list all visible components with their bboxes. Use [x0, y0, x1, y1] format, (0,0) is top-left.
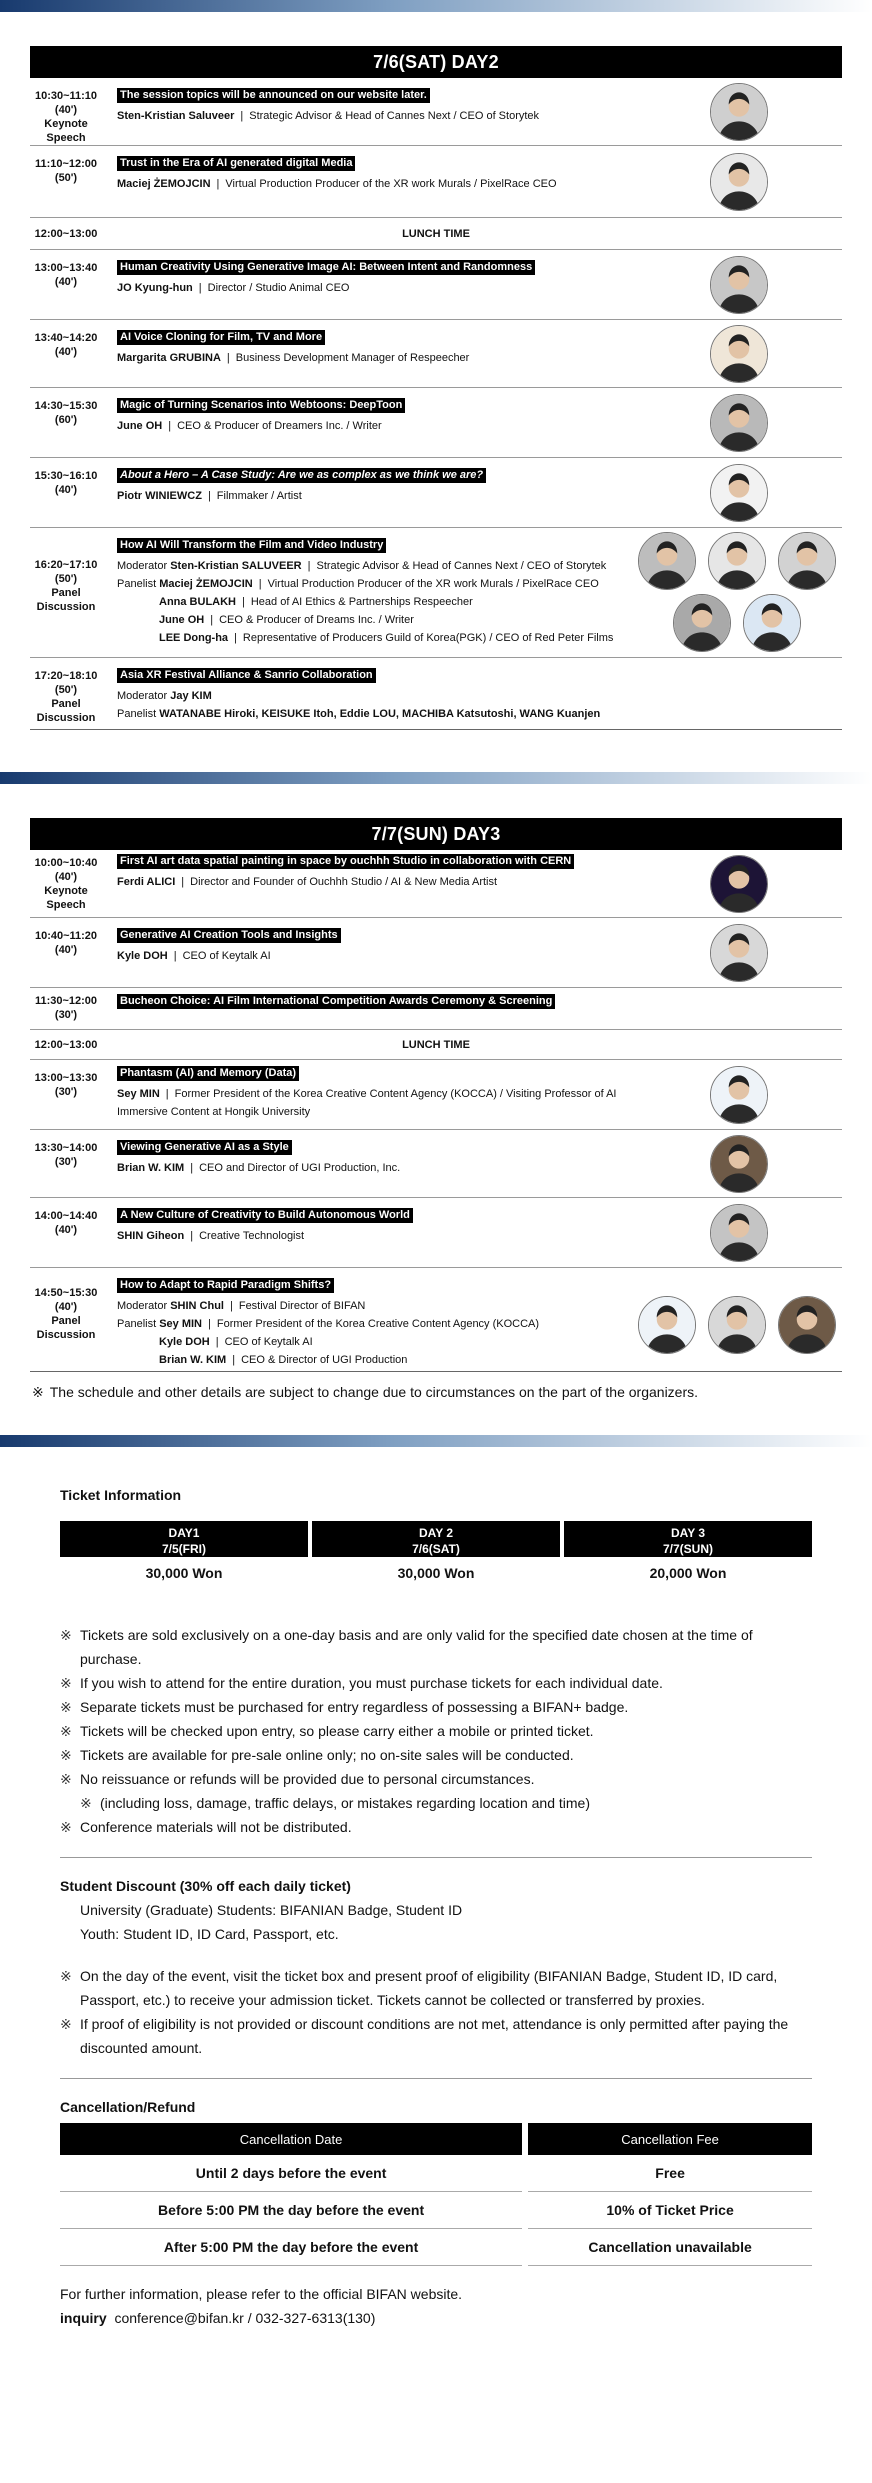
speaker-role: Strategic Advisor & Head of Cannes Next / CEO of Storytek: [249, 110, 540, 122]
panel-row: 17:20~18:10 (50') Panel Discussion Asia XR Festival Alliance & Sanrio Collaboration Moderator Jay KIM Panelist WATANABE Hiroki, KEISUKE Itoh, Eddie LOU, MACHIBA Katsutoshi, WANG Kuanjen: [30, 658, 842, 730]
speaker-photo: [710, 855, 768, 913]
lunch-label: LUNCH TIME: [402, 227, 470, 240]
student-heading: Student Discount (30% off each daily ticket): [60, 1878, 351, 1894]
session-row: 10:40~11:20 (40') Generative AI Creation Tools and Insights Kyle DOH | CEO of Keytalk AI: [30, 918, 842, 988]
panel-photos: [638, 1268, 836, 1371]
ticket-price: 30,000 Won: [145, 1565, 223, 1581]
session-row: 14:30~15:30 (60') Magic of Turning Scenarios into Webtoons: DeepToon June OH | CEO & Producer of Dreamers Inc. / Writer: [30, 388, 842, 458]
session-row: 11:10~12:00 (50') Trust in the Era of AI generated digital Media Maciej ŻEMOJCIN | Virtual Production Producer of the XR work Murals / PixelRace CEO: [30, 146, 842, 218]
speaker-role: CEO & Producer of Dreamers Inc. / Writer: [177, 420, 382, 432]
speaker-name: Margarita GRUBINA: [117, 352, 221, 364]
session-row: 13:00~13:40 (40') Human Creativity Using Generative Image AI: Between Intent and Randomness JO Kyung-hun | Director / Studio Animal CEO: [30, 250, 842, 320]
session-row: 13:30~14:00 (30') Viewing Generative AI as a Style Brian W. KIM | CEO and Director of UGI Production, Inc.: [30, 1130, 842, 1198]
panelist-photo: [708, 532, 766, 590]
speaker-name: Sey MIN: [117, 1088, 160, 1100]
moderator-name: Jay KIM: [170, 690, 212, 702]
session-row: 15:30~16:10 (40') About a Hero – A Case Study: Are we as complex as we think we are? Piotr WINIEWCZ | Filmmaker / Artist: [30, 458, 842, 528]
session-title: A New Culture of Creativity to Build Autonomous World: [117, 1208, 413, 1223]
ticket-table: DAY1 7/5(FRI) 30,000 Won DAY 2 7/6(SAT) 30,000 Won DAY 3 7/7(SUN) 20,000 Won: [60, 1521, 812, 1589]
section-divider: [0, 772, 872, 784]
speaker-photo: [710, 325, 768, 383]
speaker-photo: [710, 1066, 768, 1124]
session-title: Human Creativity Using Generative Image AI: Between Intent and Randomness: [117, 260, 535, 275]
schedule-note: ※ The schedule and other details are subject to change due to circumstances on the part of the organizers.: [30, 1384, 842, 1401]
speaker-name: SHIN Giheon: [117, 1230, 185, 1242]
speaker-role: Virtual Production Producer of the XR work Murals / PixelRace CEO: [225, 178, 557, 190]
speaker-photo: [710, 1204, 768, 1262]
moderator-name: SHIN Chul: [170, 1300, 224, 1312]
panelist-photo: [778, 1296, 836, 1354]
session-title: Bucheon Choice: AI Film International Competition Awards Ceremony & Screening: [117, 994, 555, 1009]
panelist-photo: [743, 594, 801, 652]
ticket-price: 20,000 Won: [649, 1565, 727, 1581]
speaker-photo: [710, 83, 768, 141]
footer-text: For further information, please refer to the official BIFAN website.: [60, 2286, 463, 2302]
speaker-name: Maciej ŻEMOJCIN: [117, 178, 211, 190]
section-divider: [0, 1435, 872, 1447]
panel-row: 14:50~15:30 (40') Panel Discussion How to Adapt to Rapid Paradigm Shifts? Moderator SHIN Chul | Festival Director of BIFAN Panelist Sey MIN | Former President of the Korea Creative Content Agency (KOCCA) Kyle DOH | CEO of Keytalk AI Brian W. KIM | CEO & Director of UGI Production: [30, 1268, 842, 1372]
panelist-name: Brian W. KIM: [159, 1354, 227, 1366]
lunch-row: [30, 218, 842, 250]
session-title: How AI Will Transform the Film and Video Industry: [117, 538, 386, 553]
session-row: 10:30~11:10 (40') Keynote Speech The session topics will be announced on our website later. Sten-Kristian Saluveer | Strategic Advisor & Head of Cannes Next / CEO of Storytek: [30, 78, 842, 146]
ticket-price: 30,000 Won: [397, 1565, 475, 1581]
speaker-name: Sten-Kristian Saluveer: [117, 110, 235, 122]
panel-row: 16:20~17:10 (50') Panel Discussion How AI Will Transform the Film and Video Industry Moderator Sten-Kristian SALUVEER | Strategic Advisor & Head of Cannes Next / CEO of Storytek Panelist Maciej ŻEMOJCIN | Virtual Production Producer of the XR work Murals / PixelRace CEO Anna BULAKH | Head of AI Ethics & Partnerships Respeecher June OH | CEO & Producer of Dreams Inc. / Writer LEE Dong-ha | Representative of Producers Guild of Korea(PGK) / CEO of Red Peter Films: [30, 528, 842, 658]
session-row: 11:30~12:00 (30') Bucheon Choice: AI Film International Competition Awards Ceremony & Screening: [30, 988, 842, 1030]
ticket-heading: Ticket Information: [60, 1487, 182, 1503]
speaker-photo: [710, 1135, 768, 1193]
session-title: Phantasm (AI) and Memory (Data): [117, 1066, 299, 1081]
session-title: The session topics will be announced on our website later.: [117, 88, 430, 103]
panelist-photo: [708, 1296, 766, 1354]
speaker-name: June OH: [117, 420, 163, 432]
session-row: 13:40~14:20 (40') AI Voice Cloning for Film, TV and More Margarita GRUBINA | Business Development Manager of Respeecher: [30, 320, 842, 388]
lunch-row: [30, 1030, 842, 1060]
cancel-table: Cancellation Date Cancellation Fee Until 2 days before the event Free Before 5:00 PM the day before the event 10% of Ticket Price After 5:00 PM the day before the event Cancellation unavailable: [54, 2123, 818, 2266]
session-title: Trust in the Era of AI generated digital Media: [117, 156, 355, 171]
speaker-name: Brian W. KIM: [117, 1162, 185, 1174]
panelist-photo: [638, 1296, 696, 1354]
speaker-photo: [710, 394, 768, 452]
session-title: Generative AI Creation Tools and Insights: [117, 928, 341, 943]
panelist-names: WATANABE Hiroki, KEISUKE Itoh, Eddie LOU, MACHIBA Katsutoshi, WANG Kuanjen: [159, 708, 601, 720]
session-title: About a Hero – A Case Study: Are we as complex as we think we are?: [117, 468, 486, 483]
session-title: Viewing Generative AI as a Style: [117, 1140, 292, 1155]
speaker-name: Kyle DOH: [117, 950, 168, 962]
ticket-info: Ticket Information DAY1 7/5(FRI) 30,000 Won DAY 2 7/6(SAT) 30,000 Won DAY 3 7/7(SUN) 20,000 Won ※ Tickets are sold exclusively on a one-day basis and are only valid for the specified date chosen at the time of purchase. ※ If you wish to attend for the entire duration, you must purchase tickets for each individual date. ※ Separate tickets must be purchased for entry regardless of possessing a BIFAN+ badge. ※ Tickets will be checked upon entry, so please carry either a mobile or printed ticket. ※ Tickets are available for pre-sale online only; no on-site sales will be conducted. ※ No reissuance or refunds will be provided due to personal circumstances. ※ (including loss, damage, traffic delays, or mistakes regarding location and time) ※ Conference materials will not be distributed. Student Discount (30% off each daily ticket) University (Graduate) Students: BIFANIAN Badge, Student ID Youth: Student ID, ID Card, Passport, etc. ※ On the day of the event, visit the ticket box and present proof of eligibility (BIFANIAN Badge, Student ID, ID card, Passport, etc.) to receive your admission ticket. Tickets cannot be collected or transferred by proxies. ※ If proof of eligibility is not provided or discount conditions are not met, attendance is only permitted after paying the discounted amount. Cancellation/Refund Cancellation Date Cancellation Fee Until 2 days before the event Free Before 5:00 PM the day before the event 10% of Ticket Price After 5:00 PM the day before the event Cancellation unavailable For further information, please refer to the official BIFAN website. inquiry conference@bifan.kr / 032-327-6313(130): [60, 1447, 812, 2330]
session-row: 13:00~13:30 (30') Phantasm (AI) and Memory (Data) Sey MIN | Former President of the Korea Creative Content Agency (KOCCA) / Visiting Professor of AI Immersive Content at Hongik University: [30, 1060, 842, 1130]
session-title: How to Adapt to Rapid Paradigm Shifts?: [117, 1278, 334, 1293]
day3-header: 7/7(SUN) DAY3: [30, 818, 842, 850]
session-row: 10:00~10:40 (40') Keynote Speech First AI art data spatial painting in space by ouchhh Studio in collaboration with CERN Ferdi ALICI | Director and Founder of Ouchhh Studio / AI & New Media Artist: [30, 850, 842, 918]
speaker-name: JO Kyung-hun: [117, 282, 193, 294]
panelist-name: June OH: [159, 614, 205, 626]
panelist-photo: [778, 532, 836, 590]
lunch-label: LUNCH TIME: [402, 1038, 470, 1051]
session-time: 10:30~11:10 (40') Keynote Speech: [34, 90, 98, 144]
session-title: First AI art data spatial painting in space by ouchhh Studio in collaboration with CERN: [117, 854, 574, 869]
panelist-photo: [673, 594, 731, 652]
panelist-name: LEE Dong-ha: [159, 632, 229, 644]
panel-photos: [638, 532, 842, 652]
speaker-photo: [710, 924, 768, 982]
inquiry-contact[interactable]: conference@bifan.kr / 032-327-6313(130): [114, 2310, 376, 2326]
day2-header: 7/6(SAT) DAY2: [30, 46, 842, 78]
student-discount: Student Discount (30% off each daily ticket) University (Graduate) Students: BIFANIAN Badge, Student ID Youth: Student ID, ID Card, Passport, etc. ※ On the day of the event, visit the ticket box and present proof of eligibility (BIFANIAN Badge, Student ID, ID card, Passport, etc.) to receive your admission ticket. Tickets cannot be collected or transferred by proxies. ※ If proof of eligibility is not provided or discount conditions are not met, attendance is only permitted after paying the discounted amount.: [60, 1878, 812, 2060]
speaker-role: Business Development Manager of Respeecher: [235, 352, 470, 364]
speaker-photo: [710, 153, 768, 211]
cancel-heading: Cancellation/Refund: [60, 2099, 196, 2115]
panelist-name: Maciej ŻEMOJCIN: [159, 578, 253, 590]
speaker-photo: [710, 464, 768, 522]
speaker-photo: [710, 256, 768, 314]
moderator-name: Sten-Kristian SALUVEER: [170, 560, 302, 572]
speaker-name: Ferdi ALICI: [117, 876, 176, 888]
panelist-name: Sey MIN: [159, 1318, 202, 1330]
speaker-role: Director / Studio Animal CEO: [207, 282, 350, 294]
speaker-role: Filmmaker / Artist: [216, 490, 302, 502]
top-banner: [0, 0, 872, 12]
panelist-name: Anna BULAKH: [159, 596, 236, 608]
session-title: AI Voice Cloning for Film, TV and More: [117, 330, 325, 345]
panelist-name: Kyle DOH: [159, 1336, 210, 1348]
ticket-notes: ※ Tickets are sold exclusively on a one-day basis and are only valid for the specified date chosen at the time of purchase. ※ If you wish to attend for the entire duration, you must purchase tickets for each individual date. ※ Separate tickets must be purchased for entry regardless of possessing a BIFAN+ badge. ※ Tickets will be checked upon entry, so please carry either a mobile or printed ticket. ※ Tickets are available for pre-sale online only; no on-site sales will be conducted. ※ No reissuance or refunds will be provided due to personal circumstances. ※ (including loss, damage, traffic delays, or mistakes regarding location and time) ※ Conference materials will not be distributed.: [60, 1623, 812, 1839]
panelist-photo: [638, 532, 696, 590]
lunch-time: 12:00~13:00: [34, 227, 98, 240]
day3-section: [30, 784, 842, 1401]
day2-section: [30, 12, 842, 730]
session-title: Asia XR Festival Alliance & Sanrio Collaboration: [117, 668, 376, 683]
lunch-time: 12:00~13:00: [34, 1038, 98, 1051]
session-row: 14:00~14:40 (40') A New Culture of Creativity to Build Autonomous World SHIN Giheon | Creative Technologist: [30, 1198, 842, 1268]
session-title: Magic of Turning Scenarios into Webtoons: DeepToon: [117, 398, 405, 413]
speaker-name: Piotr WINIEWCZ: [117, 490, 202, 502]
